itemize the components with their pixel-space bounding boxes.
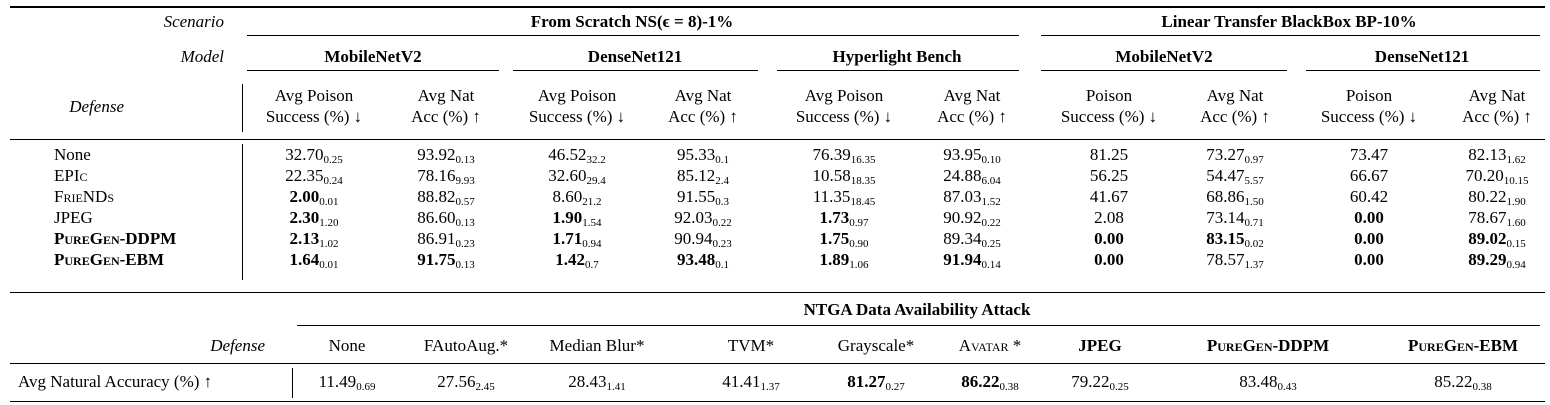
cell-value: 10.58 (812, 166, 851, 185)
model-header: DenseNet121 (587, 47, 683, 66)
ntga-header: PureGen-DDPM (1206, 336, 1330, 355)
table-cell (1090, 187, 1128, 207)
cell-value: 91.55 (677, 187, 716, 206)
cell-std: 0.94 (582, 238, 602, 250)
ntga-cell (847, 372, 905, 392)
cell-value: 32.60 (548, 166, 587, 185)
table-cell (553, 208, 602, 228)
column-header-line2: Acc (%) ↑ (1200, 107, 1270, 126)
model-rule-2 (513, 70, 758, 71)
ntga-header: JPEG (1078, 336, 1122, 355)
table-cell (1350, 187, 1388, 207)
table-cell (943, 145, 1001, 165)
cell-value: 85.12 (677, 166, 716, 185)
table-cell (943, 166, 1001, 186)
mid-rule (10, 292, 1545, 293)
cell-value: 11.49 (318, 372, 357, 391)
ntga-header: Grayscale* (837, 336, 915, 355)
cell-value: 46.52 (548, 145, 587, 164)
cell-value: 1.64 (289, 250, 320, 269)
table-cell (1468, 250, 1526, 270)
defense-divider (242, 84, 243, 132)
cell-value: 32.70 (285, 145, 324, 164)
cell-std: 5.57 (1244, 175, 1264, 187)
cell-std: 1.50 (1244, 196, 1264, 208)
cell-value: 91.94 (943, 250, 982, 269)
table-cell (285, 166, 343, 186)
cell-value: 82.13 (1468, 145, 1507, 164)
table-cell (417, 187, 475, 207)
cell-value: 11.35 (812, 187, 851, 206)
table-cell (1206, 208, 1264, 228)
cell-std: 0.02 (1244, 238, 1264, 250)
cell-value: 0.00 (1354, 229, 1384, 248)
cell-std: 1.60 (1506, 217, 1526, 229)
model-header: MobileNetV2 (324, 47, 422, 66)
table-cell (290, 229, 339, 249)
ntga-divider (292, 368, 293, 398)
cell-std: 0.01 (319, 259, 339, 271)
cell-std: 21.2 (582, 196, 602, 208)
table-cell (943, 250, 1001, 270)
column-header-line1: Avg Nat (674, 86, 732, 105)
table-cell (813, 166, 876, 186)
table-cell (677, 250, 729, 270)
column-header-line2: Success (%) ↓ (1320, 107, 1418, 126)
cell-std: 6.04 (981, 175, 1001, 187)
cell-std: 10.15 (1503, 175, 1529, 187)
cell-std: 1.62 (1506, 154, 1526, 166)
cell-value: 89.34 (943, 229, 982, 248)
cell-value: 89.29 (1468, 250, 1507, 269)
top-rule (10, 6, 1545, 8)
scenario-label: Scenario (163, 12, 224, 31)
model-rule-1 (247, 70, 499, 71)
ntga-title: NTGA Data Availability Attack (803, 300, 1031, 319)
cell-std: 0.27 (885, 381, 905, 393)
defense-name: EPIc (54, 166, 88, 185)
model-label: Model (180, 47, 224, 66)
cell-std: 1.06 (849, 259, 869, 271)
table-cell (943, 229, 1001, 249)
table-cell (677, 187, 729, 207)
cell-value: 8.60 (552, 187, 583, 206)
table-cell (1094, 208, 1124, 228)
table-cell (285, 145, 343, 165)
cell-std: 18.45 (850, 196, 876, 208)
cell-std: 2.45 (475, 381, 495, 393)
column-header-line2: Success (%) ↓ (265, 107, 363, 126)
cell-value: 1.71 (552, 229, 583, 248)
cell-value: 87.03 (943, 187, 982, 206)
table-cell (1090, 145, 1128, 165)
cell-std: 0.71 (1244, 217, 1264, 229)
table-cell (417, 166, 475, 186)
cell-value: 68.86 (1206, 187, 1245, 206)
model-header: DenseNet121 (1374, 47, 1470, 66)
cell-value: 27.56 (437, 372, 476, 391)
table-cell (290, 187, 339, 207)
table-cell (1468, 187, 1526, 207)
column-header-line2: Acc (%) ↑ (1462, 107, 1532, 126)
table-cell (1094, 250, 1124, 270)
table-cell (1094, 229, 1124, 249)
ntga-cell (961, 372, 1019, 392)
cell-value: 41.41 (722, 372, 761, 391)
table-cell (1206, 250, 1264, 270)
column-header-line1: Avg Nat (417, 86, 475, 105)
column-header-line2: Acc (%) ↑ (937, 107, 1007, 126)
cell-std: 0.94 (1506, 259, 1526, 271)
table-cell (1350, 166, 1388, 186)
ntga-header: Avatar * (958, 336, 1022, 355)
cell-std: 0.43 (1277, 381, 1297, 393)
cell-std: 0.13 (455, 259, 475, 271)
column-header-line2: Success (%) ↓ (528, 107, 626, 126)
column-header-line2: Acc (%) ↑ (411, 107, 481, 126)
ntga-cell (1434, 372, 1492, 392)
ntga-title-rule (297, 325, 1540, 326)
cell-value: 54.47 (1206, 166, 1245, 185)
column-header-line1: Avg Poison (274, 86, 354, 105)
cell-value: 90.92 (943, 208, 982, 227)
cell-value: 76.39 (812, 145, 851, 164)
table-cell (674, 208, 732, 228)
cell-value: 66.67 (1349, 166, 1389, 185)
cell-std: 0.15 (1506, 238, 1526, 250)
model-header: MobileNetV2 (1115, 47, 1213, 66)
cell-value: 1.42 (555, 250, 585, 269)
cell-std: 1.52 (981, 196, 1001, 208)
column-header-line1: Poison (1085, 86, 1133, 105)
cell-value: 70.20 (1465, 166, 1504, 185)
cell-value: 93.48 (677, 250, 716, 269)
cell-value: 22.35 (285, 166, 324, 185)
cell-std: 0.10 (981, 154, 1001, 166)
cell-value: 86.22 (961, 372, 1000, 391)
model-rule-3 (777, 70, 1019, 71)
table-cell (548, 166, 606, 186)
cell-value: 1.89 (819, 250, 850, 269)
ntga-cell (437, 372, 495, 392)
table-cell (943, 187, 1001, 207)
cell-std: 0.38 (1472, 381, 1492, 393)
cell-std: 1.54 (582, 217, 602, 229)
cell-std: 0.13 (455, 154, 475, 166)
ntga-row-label: Avg Natural Accuracy (%) ↑ (18, 372, 213, 391)
column-header-line1: Avg Nat (943, 86, 1001, 105)
cell-std: 0.69 (356, 381, 376, 393)
cell-value: 89.02 (1468, 229, 1507, 248)
cell-value: 73.47 (1349, 145, 1389, 164)
defense-name: FrieNDs (54, 187, 115, 206)
scenario-2-rule (1041, 35, 1540, 36)
cell-std: 0.14 (981, 259, 1001, 271)
table-cell (1206, 145, 1264, 165)
cell-std: 0.23 (455, 238, 475, 250)
cell-value: 1.75 (819, 229, 850, 248)
cell-std: 1.41 (606, 381, 626, 393)
cell-std: 1.20 (319, 217, 339, 229)
cell-std: 0.3 (715, 196, 729, 208)
cell-std: 0.01 (319, 196, 339, 208)
table-cell (555, 250, 599, 270)
cell-value: 0.00 (1094, 250, 1124, 269)
cell-std: 0.57 (455, 196, 475, 208)
table-cell (1206, 166, 1264, 186)
cell-value: 95.33 (677, 145, 716, 164)
ntga-cell (319, 372, 376, 392)
cell-std: 0.24 (323, 175, 343, 187)
cell-std: 1.02 (319, 238, 339, 250)
cell-std: 0.1 (715, 259, 729, 271)
table-cell (1354, 229, 1384, 249)
cell-value: 83.15 (1206, 229, 1245, 248)
column-header-line1: Avg Nat (1206, 86, 1264, 105)
table-cell (820, 229, 869, 249)
ntga-header: Median Blur* (549, 336, 645, 355)
defense-name: None (54, 145, 91, 164)
table-cell (820, 250, 869, 270)
scenario-1-rule (247, 35, 1019, 36)
cell-value: 2.08 (1094, 208, 1124, 227)
defense-name: JPEG (54, 208, 93, 227)
cell-value: 2.13 (289, 229, 320, 248)
cell-std: 0.1 (715, 154, 729, 166)
table-cell (674, 229, 732, 249)
cell-value: 88.82 (417, 187, 456, 206)
defense-name: PureGen-EBM (54, 250, 164, 269)
cell-std: 9.93 (455, 175, 475, 187)
cell-value: 24.88 (943, 166, 982, 185)
cell-value: 78.67 (1468, 208, 1507, 227)
table-cell (553, 187, 602, 207)
cell-value: 93.92 (417, 145, 456, 164)
ntga-header: FAutoAug.* (423, 336, 509, 355)
cell-std: 0.13 (455, 217, 475, 229)
table-cell (1468, 208, 1526, 228)
cell-std: 0.38 (999, 381, 1019, 393)
cell-value: 2.30 (289, 208, 320, 227)
table-cell (1354, 250, 1384, 270)
model-rule-4 (1041, 70, 1287, 71)
table-cell (1206, 187, 1264, 207)
cell-value: 81.25 (1089, 145, 1129, 164)
table-cell (290, 208, 339, 228)
cell-value: 86.91 (417, 229, 456, 248)
table-cell (1090, 166, 1128, 186)
table-cell (417, 229, 475, 249)
cell-value: 91.75 (417, 250, 456, 269)
cell-value: 83.48 (1239, 372, 1278, 391)
cell-std: 1.37 (760, 381, 780, 393)
table-cell (813, 145, 876, 165)
cell-std: 0.25 (1109, 381, 1129, 393)
cell-value: 85.22 (1434, 372, 1473, 391)
ntga-header-rule (10, 363, 1545, 364)
cell-value: 92.03 (674, 208, 713, 227)
cell-value: 2.00 (289, 187, 320, 206)
table-cell (290, 250, 339, 270)
cell-value: 56.25 (1089, 166, 1129, 185)
cell-std: 0.23 (712, 238, 732, 250)
bottom-rule (10, 401, 1545, 402)
cell-value: 79.22 (1071, 372, 1110, 391)
cell-value: 60.42 (1349, 187, 1389, 206)
table-cell (417, 145, 475, 165)
ntga-cell (568, 372, 626, 392)
model-header: Hyperlight Bench (832, 47, 962, 66)
ntga-cell (1071, 372, 1129, 392)
column-header-line1: Avg Poison (804, 86, 884, 105)
cell-value: 0.00 (1094, 229, 1124, 248)
column-header-line2: Success (%) ↓ (795, 107, 893, 126)
cell-std: 18.35 (850, 175, 876, 187)
cell-value: 73.14 (1206, 208, 1245, 227)
table-cell (548, 145, 606, 165)
column-header-line2: Success (%) ↓ (1060, 107, 1158, 126)
table-cell (677, 145, 729, 165)
cell-value: 86.60 (417, 208, 456, 227)
table-cell (1466, 166, 1529, 186)
ntga-defense-label: Defense (210, 336, 265, 355)
table-cell (1468, 229, 1526, 249)
cell-value: 93.95 (943, 145, 982, 164)
column-header-line1: Poison (1345, 86, 1393, 105)
cell-value: 81.27 (847, 372, 886, 391)
column-header-line2: Acc (%) ↑ (668, 107, 738, 126)
table-cell (943, 208, 1001, 228)
cell-std: 0.97 (849, 217, 869, 229)
cell-value: 0.00 (1354, 208, 1384, 227)
column-header-line1: Avg Nat (1468, 86, 1526, 105)
ntga-cell (722, 372, 780, 392)
cell-std: 2.4 (715, 175, 729, 187)
cell-value: 78.57 (1206, 250, 1245, 269)
table-cell (553, 229, 602, 249)
ntga-header: TVM* (727, 336, 775, 355)
table-cell (1206, 229, 1264, 249)
header-bottom-rule (10, 139, 1545, 140)
cell-std: 0.90 (849, 238, 869, 250)
table-cell (1354, 208, 1384, 228)
ntga-header: None (328, 336, 366, 355)
cell-std: 0.25 (323, 154, 343, 166)
ntga-cell (1239, 372, 1297, 392)
table-cell (813, 187, 875, 207)
cell-std: 0.7 (585, 259, 599, 271)
cell-std: 1.90 (1506, 196, 1526, 208)
cell-value: 78.16 (417, 166, 456, 185)
scenario-2-title: Linear Transfer BlackBox BP-10% (1161, 12, 1417, 31)
cell-value: 1.73 (819, 208, 850, 227)
cell-value: 41.67 (1089, 187, 1129, 206)
model-rule-5 (1306, 70, 1540, 71)
cell-value: 90.94 (674, 229, 713, 248)
cell-value: 28.43 (568, 372, 607, 391)
rows-divider (242, 144, 243, 280)
table-cell (677, 166, 729, 186)
ntga-header: PureGen-EBM (1408, 336, 1518, 355)
table-cell (417, 208, 475, 228)
cell-std: 29.4 (586, 175, 606, 187)
cell-std: 0.25 (981, 238, 1001, 250)
cell-std: 0.97 (1244, 154, 1264, 166)
cell-value: 73.27 (1206, 145, 1245, 164)
cell-std: 0.22 (712, 217, 732, 229)
scenario-1-title: From Scratch NS(ϵ = 8)-1% (530, 12, 734, 31)
defense-name: PureGen-DDPM (54, 229, 177, 248)
defense-label: Defense (69, 97, 124, 116)
column-header-line1: Avg Poison (537, 86, 617, 105)
table-cell (1468, 145, 1526, 165)
cell-std: 1.37 (1244, 259, 1264, 271)
cell-value: 0.00 (1354, 250, 1384, 269)
cell-value: 1.90 (552, 208, 583, 227)
cell-std: 0.22 (981, 217, 1001, 229)
cell-std: 16.35 (850, 154, 876, 166)
table-cell (417, 250, 475, 270)
table-cell (1350, 145, 1388, 165)
cell-std: 32.2 (586, 154, 606, 166)
cell-value: 80.22 (1468, 187, 1507, 206)
table-cell (820, 208, 869, 228)
